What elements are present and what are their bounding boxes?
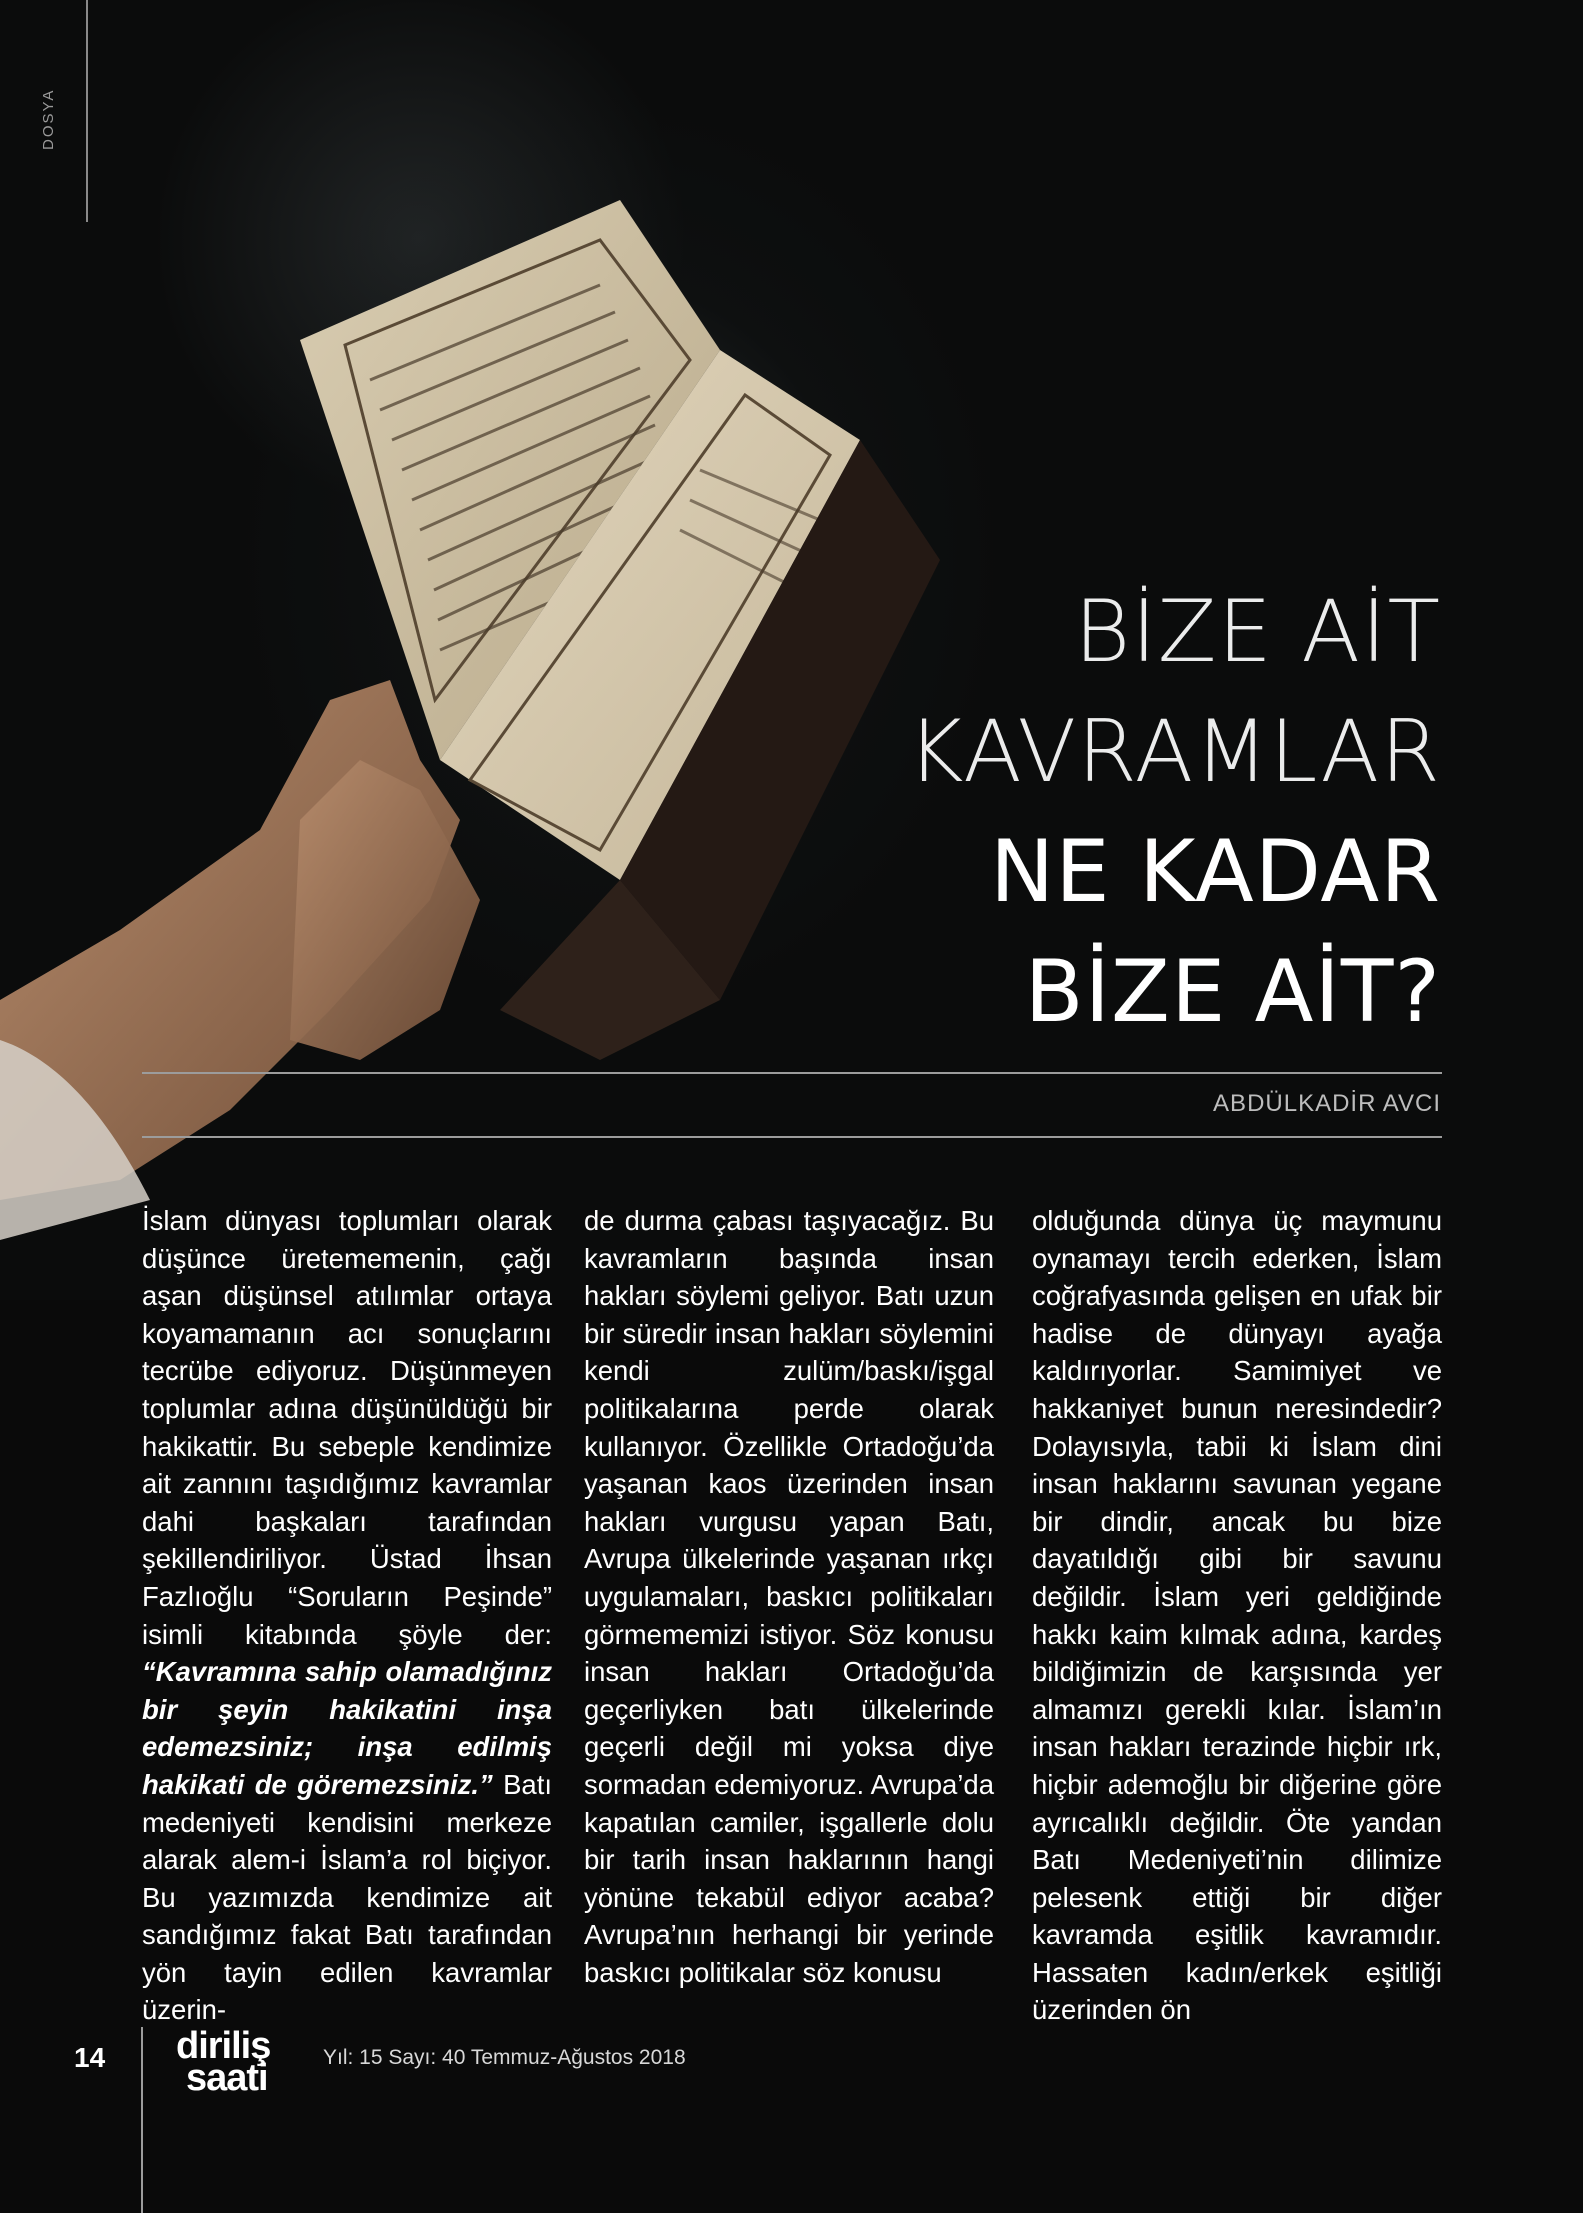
author-name: ABDÜLKADİR AVCI (1213, 1090, 1441, 1117)
title-line-4: BİZE AİT? (1024, 942, 1441, 1042)
article-title (907, 572, 1441, 1052)
logo-line-2: saati (186, 2057, 268, 2099)
column-1-text: İslam dünyası toplumları olarak düşünce üretememenin, çağı aşan düşünsel atılımlar ortaya koyamamanın acı sonuçlarını tecrübe ediyoruz. Düşünmeyen toplumlar adına düşünüldüğü bir hakikattir. Bu sebeple kendimize ait zannını taşıdığımız kavramlar dahi başkaları tarafından şekillendiriliyor. Üstad İhsan Fazlıoğlu “Soruların Peşinde” isimli kitabında şöyle der: (142, 1205, 552, 1650)
magazine-logo (176, 2025, 271, 2099)
column-3-text: olduğunda dünya üç maymunu oynamayı tercih ederken, İslam coğrafyasında gelişen en ufak bir hadise de dünyayı ayağa kaldırıyorlar. Samimiyet ve hakkaniyet bunun neresindedir? Dolayısıyla, tabii ki İslam dini insan haklarını savunan yegane bir dindir, ancak bu bize dayatıldığı gibi bir savunu değildir. İslam yeri geldiğinde hakkı kaim kılmak adına, kardeş bildiğimizin de karşısında yer almamızı gerekli kılar. İslam’ın insan hakları terazinde hiçbir ırk, hiçbir ademoğlu bir diğerine göre ayrıcalıklı değildir. Öte yandan Batı Medeniyeti’nin dilimize pelesenk ettiği bir diğer kavramda eşitlik kavramıdır. Hassaten kadın/erkek eşitliği üzerinden ön (1032, 1205, 1442, 2026)
article-column-2 (584, 1202, 994, 1991)
article-column-1 (142, 1202, 552, 2029)
section-label: DOSYA (40, 88, 57, 150)
footer-divider (141, 2027, 143, 2213)
logo-line-1: diriliş (176, 2025, 271, 2067)
author-rule-bottom (142, 1136, 1442, 1138)
pull-quote: “Kavramına sahip olamadığınız bir şeyin hakikatini inşa edemezsiniz; inşa edilmiş hakikati de göremezsiniz.” (142, 1656, 552, 1800)
title-line-3: NE KADAR (989, 822, 1441, 922)
issue-info: Yıl: 15 Sayı: 40 Temmuz-Ağustos 2018 (323, 2046, 686, 2069)
title-line-2: KAVRAMLAR (907, 702, 1441, 802)
side-divider (86, 0, 88, 222)
page-number: 14 (74, 2042, 106, 2073)
title-line-1: BİZE AİT (1074, 582, 1441, 682)
article-column-3 (1032, 1202, 1442, 2029)
column-1-continued: Batı medeniyeti kendisini merkeze alarak alem-i İslam’a rol biçiyor. Bu yazımızda kendimize ait sandığımız fakat Batı tarafından yön tayin edilen kavramlar üzerin- (142, 1768, 553, 2026)
column-2-text: de durma çabası taşıyacağız. Bu kavramların başında insan hakları söylemi geliyor. Batı uzun bir süredir insan hakları söylemini kendi zulüm/baskı/işgal politikalarına perde olarak kullanıyor. Özellikle Ortadoğu’da yaşanan kaos üzerinden insan hakları vurgusu yapan Batı, Avrupa ülkelerinde yaşanan ırkçı uygulamaları, baskıcı politikaları görmememizi istiyor. Söz konusu insan hakları Ortadoğu’da geçerliyken batı ülkelerinde geçerli değil mi yoksa diye sormadan edemiyoruz. Avrupa’da kapatılan camiler, işgallerle dolu bir tarih insan haklarının hangi yönüne tekabül ediyor acaba? Avrupa’nın herhangi bir yerinde baskıcı politikalar söz konusu (584, 1205, 994, 1988)
author-rule-top (142, 1072, 1442, 1074)
